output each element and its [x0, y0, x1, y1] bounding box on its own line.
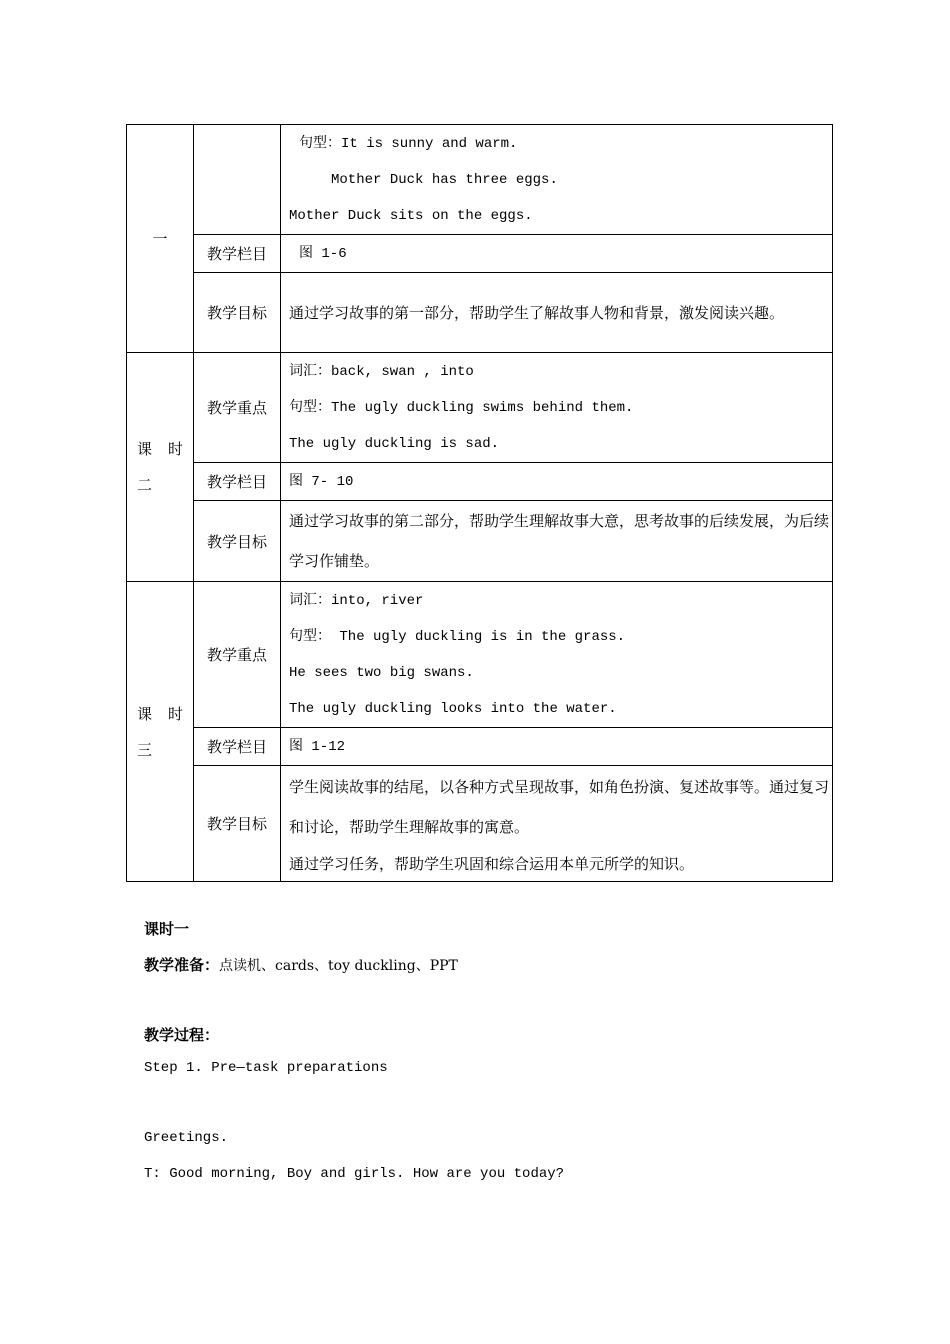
content-line: He sees two big swans.	[289, 664, 474, 681]
category-cell	[194, 125, 281, 235]
table-row	[127, 125, 833, 235]
step-one: Step 1. Pre—task preparations	[144, 1060, 388, 1076]
session-two-cell: 课 时 二	[127, 353, 194, 582]
content-line: 句型： The ugly duckling is in the grass.	[289, 628, 626, 645]
lesson-plan-table	[126, 124, 833, 882]
content-line: 句型：It is sunny and warm.	[299, 135, 518, 152]
preparation-label: 教学准备：	[144, 956, 220, 974]
category-cell: 教学栏目	[194, 463, 281, 501]
table-row	[127, 766, 833, 882]
preparation-value: 点读机、cards、toy duckling、PPT	[219, 958, 458, 974]
content-cell	[281, 728, 833, 766]
session-three-cell: 课 时 三	[127, 582, 194, 882]
preparation-line	[144, 954, 458, 975]
content-line: Mother Duck sits on the eggs.	[289, 207, 533, 224]
content-cell	[281, 582, 833, 728]
content-line: 图 7- 10	[289, 473, 354, 490]
content-line: 句型：The ugly duckling swims behind them.	[289, 399, 634, 416]
content-line: The ugly duckling is sad.	[289, 435, 500, 452]
content-cell	[281, 273, 833, 353]
lesson-title: 课时一	[144, 920, 190, 938]
table-row	[127, 728, 833, 766]
category-cell: 教学栏目	[194, 728, 281, 766]
session-one-label: 一	[152, 229, 168, 248]
content-cell	[281, 125, 833, 235]
session-one-cell	[127, 125, 194, 353]
category-cell: 教学栏目	[194, 235, 281, 273]
content-line: 词汇：back, swan , into	[289, 363, 474, 380]
session-three-number: 三	[137, 740, 153, 759]
process-label: 教学过程：	[144, 1026, 220, 1044]
table-row	[127, 353, 833, 463]
table-row	[127, 235, 833, 273]
content-text: 学生阅读故事的结尾，以各种方式呈现故事，如角色扮演、复述故事等。通过复习和讨论，帮助学生理解故事的寓意。	[289, 777, 830, 836]
content-cell	[281, 353, 833, 463]
category-cell: 教学重点	[194, 582, 281, 728]
category-cell: 教学目标	[194, 273, 281, 353]
category-cell: 教学目标	[194, 501, 281, 582]
category-cell: 教学目标	[194, 766, 281, 882]
greetings-text: Greetings.	[144, 1130, 229, 1146]
teacher-dialogue: T: Good morning, Boy and girls. How are you today?	[144, 1166, 565, 1182]
category-cell: 教学重点	[194, 353, 281, 463]
table-row	[127, 582, 833, 728]
content-text: 通过学习任务，帮助学生巩固和综合运用本单元所学的知识。	[289, 854, 695, 873]
content-cell	[281, 463, 833, 501]
content-line: 图 1-6	[299, 245, 347, 262]
content-cell	[281, 235, 833, 273]
content-text: 通过学习故事的第二部分，帮助学生理解故事大意，思考故事的后续发展，为后续学习作铺垫。	[289, 512, 830, 570]
content-line: Mother Duck has three eggs.	[289, 171, 558, 188]
content-cell	[281, 766, 833, 882]
content-line: 图 1-12	[289, 738, 346, 755]
content-line: 词汇：into, river	[289, 592, 424, 609]
table-row	[127, 273, 833, 353]
table-row	[127, 463, 833, 501]
content-text: 通过学习故事的第一部分，帮助学生了解故事人物和背景，激发阅读兴趣。	[289, 303, 785, 322]
content-cell	[281, 501, 833, 582]
session-two-number: 二	[137, 476, 153, 494]
table-row	[127, 501, 833, 582]
content-line: The ugly duckling looks into the water.	[289, 700, 617, 717]
